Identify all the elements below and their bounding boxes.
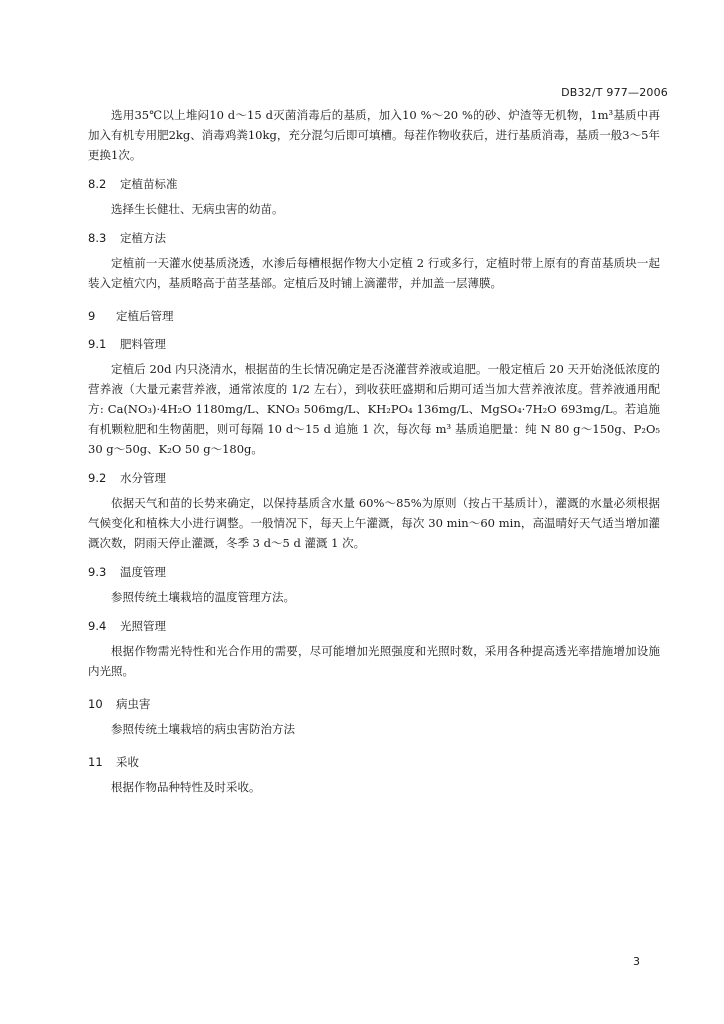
section-number: 9.2 [88,471,107,485]
paragraph-light: 根据作物需光特性和光合作用的需要，尽可能增加光照强度和光照时数，采用各种提高透光率措施增加设施内光照。 [88,644,660,678]
document-body [88,105,660,797]
section-number: 8.3 [88,231,107,245]
paragraph-harvest: 根据作物品种特性及时采收。 [111,780,261,794]
section-9-3 [88,563,660,581]
section-9-2 [88,469,660,487]
standard-code: DB32/T 977—2006 [561,86,668,99]
paragraph-water: 依据天气和苗的长势来确定，以保持基质含水量 60%～85%为原则（按占干基质计），灌溉的水量必须根据气候变化和植株大小进行调整。一般情况下，每天上午灌溉，每次 30 min～60 min，高温晴好天气适当增加灌溉次数，阴雨天停止灌溉，冬季 3 d～5 d 灌溉 1 次。 [88,496,660,550]
section-number: 9 [88,309,96,323]
section-title: 温度管理 [120,565,166,579]
section-9 [88,307,660,325]
section-title: 采收 [116,755,139,769]
section-title: 定植方法 [120,231,166,245]
section-number: 8.2 [88,177,107,191]
paragraph-substrate: 选用35℃以上堆闷10 d～15 d灭菌消毒后的基质，加入10 %～20 %的砂、炉渣等无机物，1m³基质中再加入有机专用肥2kg、消毒鸡粪10kg，充分混匀后即可填槽。每茬作物收获后，进行基质消毒，基质一般3～5年更换1次。 [88,108,660,162]
paragraph-planting-method: 定植前一天灌水使基质浇透，水渗后每槽根据作物大小定植 2 行或多行，定植时带上原有的育苗基质块一起装入定植穴内，基质略高于苗茎基部。定植后及时铺上滴灌带，并加盖一层薄膜。 [88,256,660,290]
section-10 [88,695,660,713]
section-number: 10 [88,697,103,711]
section-number: 9.3 [88,565,107,579]
section-title: 肥料管理 [120,337,166,351]
section-9-1 [88,335,660,353]
section-title: 定植苗标准 [120,177,178,191]
paragraph-pests: 参照传统土壤栽培的病虫害防治方法 [111,722,295,736]
paragraph-fertilizer: 定植后 20d 内只浇清水，根据苗的生长情况确定是否浇灌营养液或追肥。一般定植后 20 天开始浇低浓度的营养液（大量元素营养液，通常浓度的 1/2 左右），到收获旺盛期和后期可适当加大营养液浓度。营养液通用配方: Ca(NO₃)·4H₂O 1180mg/L、KNO₃ 506mg/L、KH₂PO₄ 136mg/L、MgSO₄·7H₂O 693mg/L。若追施有机颗粒肥和生物菌肥，则可每隔 10 d～15 d 追施 1 次，每次每 m³ 基质追肥量：纯 N 80 g～150g、P₂O₅ 30 g～50g、K₂O 50 g～180g。 [88,362,660,456]
page-number: 3 [633,955,640,968]
section-title: 病虫害 [116,697,151,711]
section-8-3 [88,229,660,247]
section-title: 水分管理 [120,471,166,485]
section-number: 9.4 [88,619,107,633]
paragraph-temperature: 参照传统土壤栽培的温度管理方法。 [111,590,295,604]
section-9-4 [88,617,660,635]
section-8-2 [88,175,660,193]
section-number: 11 [88,755,103,769]
section-number: 9.1 [88,337,107,351]
section-title: 定植后管理 [116,309,174,323]
section-11 [88,753,660,771]
paragraph-seedling-standard: 选择生长健壮、无病虫害的幼苗。 [111,202,284,216]
section-title: 光照管理 [120,619,166,633]
